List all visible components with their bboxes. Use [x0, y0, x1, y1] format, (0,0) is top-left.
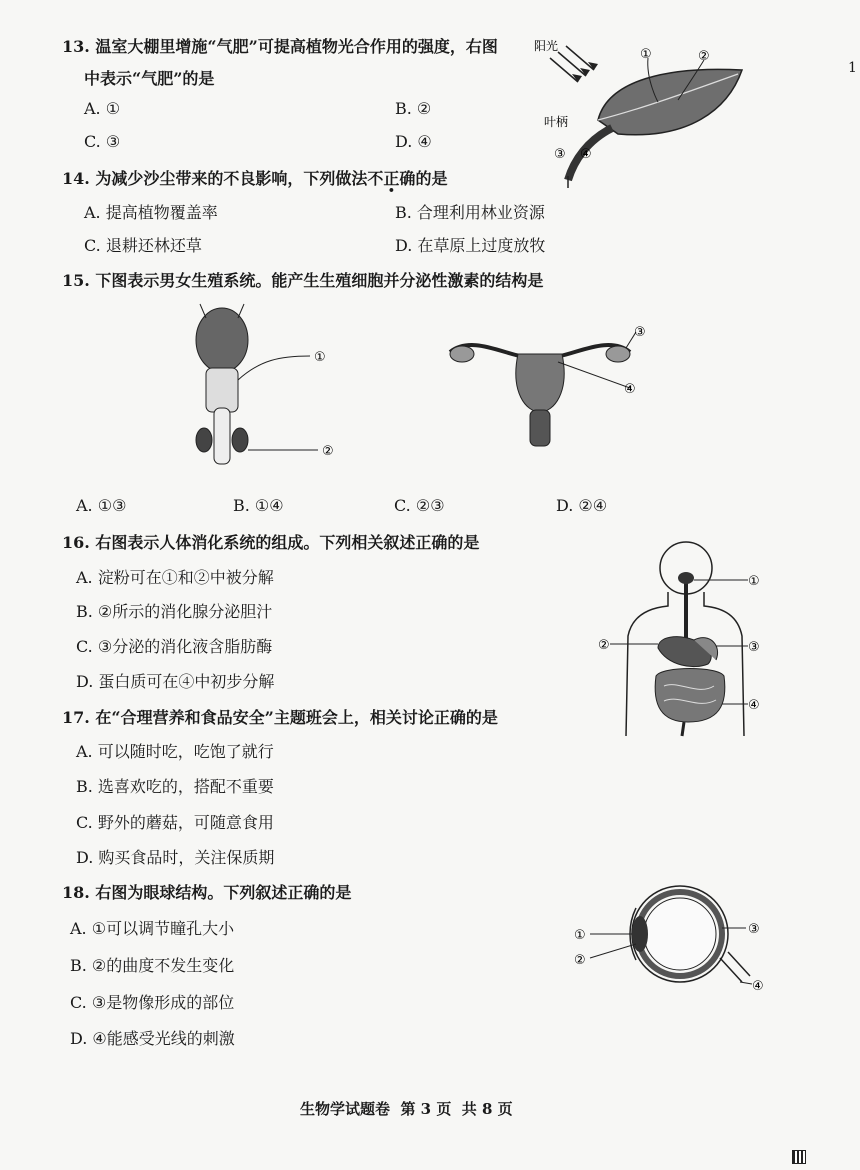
q17-option-b[interactable]: B. 选喜欢吃的，搭配不重要 — [76, 777, 274, 796]
leaf-marker-2: ② — [698, 49, 710, 64]
q14-stem — [62, 166, 447, 189]
q16-option-c[interactable]: C. ③分泌的消化液含脂肪酶 — [76, 637, 273, 656]
q13-stem-line2: 中表示“气肥”的是 — [84, 69, 215, 88]
female-reproductive-figure — [440, 322, 650, 452]
leaf-marker-3: ③ — [554, 147, 566, 162]
sun-label: 阳光 — [534, 39, 559, 53]
q17-option-c[interactable]: C. 野外的蘑菇，可随意食用 — [76, 813, 274, 832]
eyeball-figure — [570, 878, 770, 998]
q15-option-d[interactable]: D. ②④ — [556, 496, 608, 515]
q14-stem-pre: 14. 为减少沙尘带来的不良影响，下列做法 — [62, 169, 368, 188]
q16-option-a[interactable]: A. 淀粉可在①和②中被分解 — [76, 568, 274, 587]
q18-stem: 18. 右图为眼球结构。下列叙述正确的是 — [62, 883, 352, 902]
male-marker-2: ② — [322, 444, 334, 459]
q17-option-d[interactable]: D. 购买食品时，关注保质期 — [76, 848, 275, 867]
q16-option-d[interactable]: D. 蛋白质可在④中初步分解 — [76, 672, 275, 691]
digestive-system-figure — [598, 536, 788, 741]
q14-option-c[interactable]: C. 退耕还林还草 — [84, 236, 202, 255]
q18-option-b[interactable]: B. ②的曲度不发生变化 — [70, 956, 235, 975]
petiole-label: 叶柄 — [544, 115, 569, 129]
q15-option-c[interactable]: C. ②③ — [394, 496, 445, 515]
q17-option-a[interactable]: A. 可以随时吃，吃饱了就行 — [76, 742, 274, 761]
q13-option-d[interactable]: D. ④ — [395, 132, 432, 151]
q13-option-c[interactable]: C. ③ — [84, 132, 121, 151]
q13-stem-line1: 13. 温室大棚里增施“气肥”可提高植物光合作用的强度，右图 — [62, 37, 498, 56]
q13-option-b[interactable]: B. ② — [395, 99, 432, 118]
female-marker-4: ④ — [624, 382, 636, 397]
q18-option-c[interactable]: C. ③是物像形成的部位 — [70, 993, 235, 1012]
page-footer: 生物学试题卷 第 3 页 共 8 页 — [300, 1100, 513, 1118]
qr-code-icon — [792, 1150, 806, 1164]
leaf-blade — [598, 69, 742, 134]
q17-stem: 17. 在“合理营养和食品安全”主题班会上，相关讨论正确的是 — [62, 708, 498, 727]
q14-stem-emphasis: 不正确 — [367, 169, 416, 188]
digestive-marker-1: ① — [748, 574, 760, 589]
corner-mark: 1 — [848, 60, 857, 76]
q14-stem-post: 的是 — [415, 169, 448, 188]
male-marker-1: ① — [314, 350, 326, 365]
q15-option-a[interactable]: A. ①③ — [76, 496, 127, 515]
digestive-marker-3: ③ — [748, 640, 760, 655]
q13-option-a[interactable]: A. ① — [84, 99, 121, 118]
q15-stem: 15. 下图表示男女生殖系统。能产生生殖细胞并分泌性激素的结构是 — [62, 271, 544, 290]
digestive-marker-4: ④ — [748, 698, 760, 713]
leaf-figure — [528, 30, 758, 190]
eye-marker-2: ② — [574, 953, 586, 968]
male-reproductive-figure — [180, 300, 350, 475]
female-marker-3: ③ — [634, 325, 646, 340]
q18-option-d[interactable]: D. ④能感受光线的刺激 — [70, 1029, 235, 1048]
q14-option-a[interactable]: A. 提高植物覆盖率 — [84, 203, 218, 222]
q14-option-b[interactable]: B. 合理利用林业资源 — [395, 203, 545, 222]
q15-option-b[interactable]: B. ①④ — [233, 496, 284, 515]
eye-marker-1: ① — [574, 928, 586, 943]
q16-stem: 16. 右图表示人体消化系统的组成。下列相关叙述正确的是 — [62, 533, 480, 552]
q16-option-b[interactable]: B. ②所示的消化腺分泌胆汁 — [76, 602, 273, 621]
eye-marker-4: ④ — [752, 979, 764, 994]
digestive-marker-2: ② — [598, 638, 610, 653]
q14-option-d[interactable]: D. 在草原上过度放牧 — [395, 236, 546, 255]
leaf-marker-4: ④ — [580, 147, 592, 162]
q18-option-a[interactable]: A. ①可以调节瞳孔大小 — [70, 919, 235, 938]
leaf-marker-1: ① — [640, 47, 652, 62]
eye-marker-3: ③ — [748, 922, 760, 937]
